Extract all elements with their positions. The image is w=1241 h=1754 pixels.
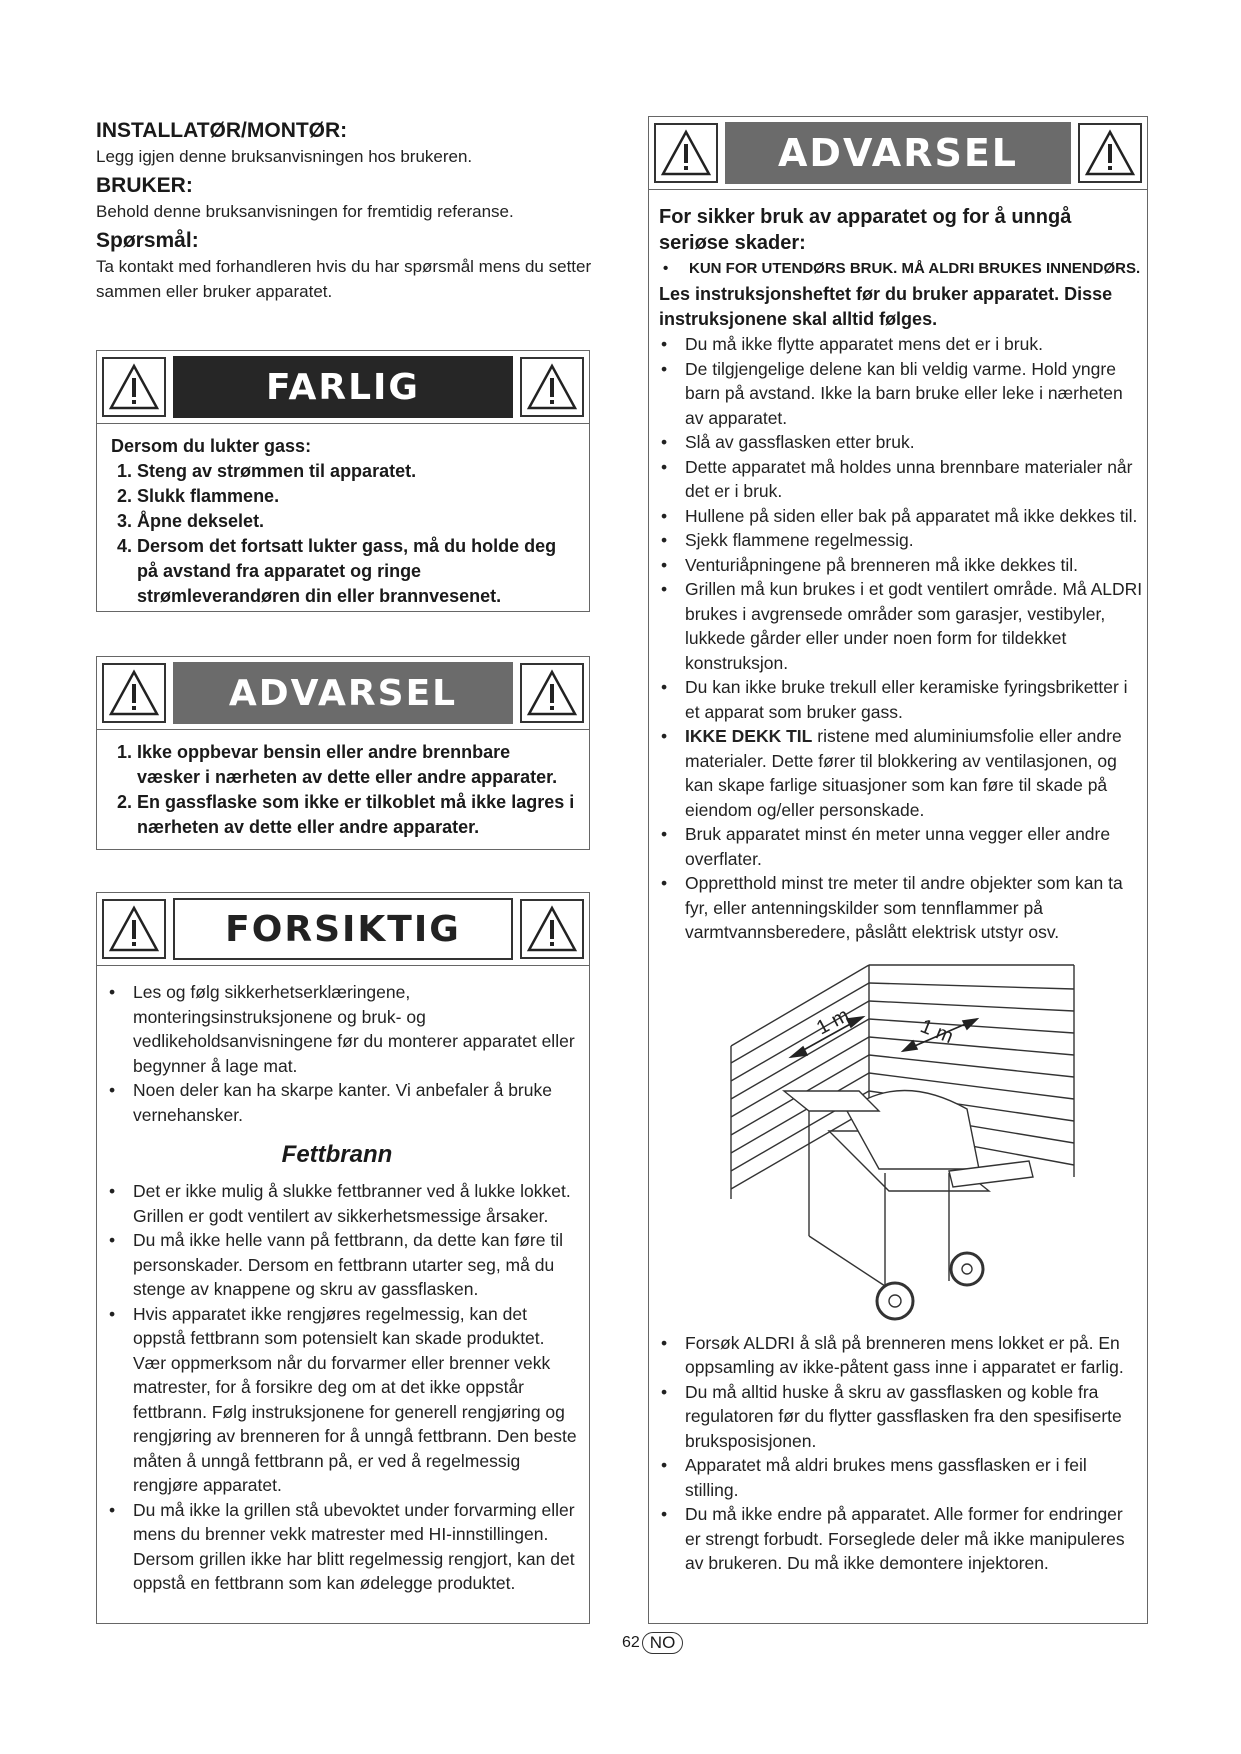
warning-box-left [96, 656, 590, 850]
list-item: • Sjekk flammene regelmessig. [649, 528, 1143, 553]
caution-banner [97, 893, 589, 966]
warning-list-left [111, 740, 575, 840]
foil-bold: IKKE DEKK TIL [685, 726, 813, 746]
warning-banner-left [97, 657, 589, 730]
safety-heading: For sikker bruk av apparatet og for å unngå seriøse skader: [659, 206, 1072, 254]
list-item: 3. Åpne dekselet. [117, 511, 265, 531]
list-item: • Det er ikke mulig å slukke fettbranner ved å lukke lokket. Grillen er godt ventilert av sikkerhetsmessige årsaker. [97, 1179, 577, 1228]
danger-title: FARLIG [173, 356, 513, 418]
warning-triangle-icon [660, 129, 712, 177]
danger-list [111, 459, 575, 609]
questions-heading: Spørsmål: [96, 229, 199, 252]
outdoor-note-text: KUN FOR UTENDØRS BRUK. MÅ ALDRI BRUKES INNENDØRS. [689, 260, 1141, 277]
list-item: • Noen deler kan ha skarpe kanter. Vi anbefaler å bruke vernehansker. [97, 1078, 577, 1127]
list-item: • Du kan ikke bruke trekull eller keramiske fyringsbriketter i et apparat som bruker gass. [649, 675, 1143, 724]
danger-lead: Dersom du lukter gass: [111, 436, 312, 456]
warning-list-right [649, 332, 1147, 945]
warning-box-right [648, 116, 1148, 1624]
outdoor-note: • KUN FOR UTENDØRS BRUK. MÅ ALDRI BRUKES INNENDØRS. [663, 260, 1141, 277]
list-item: 4. Dersom det fortsatt lukter gass, må du holde deg på avstand fra apparatet og ringe strømleverandøren din eller brannvesenet. [117, 536, 557, 606]
list-item: • Oppretthold minst tre meter til andre objekter som kan ta fyr, eller antenningskilder som tennflammer på varmtvannsberedere, påslått elektrisk utstyr osv. [649, 871, 1143, 945]
list-item: • De tilgjengelige delene kan bli veldig varme. Hold yngre barn på avstand. Ikke la barn bruke eller leke i nærheten av apparatet. [649, 357, 1143, 431]
warning-title-right: ADVARSEL [725, 122, 1071, 184]
questions-text: Ta kontakt med forhandleren hvis du har spørsmål mens du setter sammen eller bruker apparatet. [96, 257, 592, 301]
caution-list [97, 980, 577, 1127]
clearance-diagram [649, 951, 1147, 1331]
intro-section [96, 118, 596, 308]
grill-clearance-illustration [649, 951, 1149, 1331]
grease-fire-list [97, 1179, 577, 1596]
list-item: • Du må ikke endre på apparatet. Alle former for endringer er strengt forbudt. Forseglede deler må ikke manipuleres av brukeren. Du må ikke demontere injektoren. [649, 1502, 1143, 1576]
list-item: • Du må ikke helle vann på fettbrann, da dette kan føre til personskader. Dersom en fettbrann utarter seg, må du stenge av knappene og skru av gassflasken. [97, 1228, 577, 1302]
list-item: • Du må alltid huske å skru av gassflasken og koble fra regulatoren før du flytter gassflasken fra den spesifiserte bruksposisjonen. [649, 1380, 1143, 1454]
caution-box [96, 892, 590, 1624]
list-item: • Slå av gassflasken etter bruk. [649, 430, 1143, 455]
list-item: • Bruk apparatet minst én meter unna vegger eller andre overflater. [649, 822, 1143, 871]
warning-title-left: ADVARSEL [173, 662, 513, 724]
page-number: 62 [622, 1634, 640, 1651]
clearance-label-right: 1 m [917, 1014, 957, 1048]
list-item: • Apparatet må aldri brukes mens gassflasken er i feil stilling. [649, 1453, 1143, 1502]
warning-triangle-icon [526, 905, 578, 953]
list-item: • Dette apparatet må holdes unna brennbare materialer når det er i bruk. [649, 455, 1143, 504]
warning-triangle-icon [108, 669, 160, 717]
list-item: • Forsøk ALDRI å slå på brenneren mens lokket er på. En oppsamling av ikke-påtent gass inne i apparatet er farlig. [649, 1331, 1143, 1380]
list-item: 2. Slukk flammene. [117, 486, 280, 506]
warning-banner-right [649, 117, 1147, 190]
warning-triangle-icon [1084, 129, 1136, 177]
grease-fire-heading: Fettbrann [281, 1141, 393, 1168]
warning-triangle-icon [526, 363, 578, 411]
installer-heading: INSTALLATØR/MONTØR: [96, 119, 348, 142]
clearance-label-left: 1 m [813, 1003, 853, 1039]
installer-text: Legg igjen denne bruksanvisningen hos brukeren. [96, 147, 473, 166]
list-item: 1. Ikke oppbevar bensin eller andre brennbare væsker i nærheten av dette eller andre apparater. [117, 742, 558, 787]
user-text: Behold denne bruksanvisningen for fremtidig referanse. [96, 202, 514, 221]
list-item: • Du må ikke flytte apparatet mens det er i bruk. [649, 332, 1143, 357]
language-badge: NO [642, 1632, 684, 1654]
list-item: 1. Steng av strømmen til apparatet. [117, 461, 417, 481]
warning-triangle-icon [108, 905, 160, 953]
page-footer [622, 1632, 683, 1654]
danger-box [96, 350, 590, 612]
user-heading: BRUKER: [96, 174, 193, 197]
danger-banner [97, 351, 589, 424]
list-item: • Grillen må kun brukes i et godt ventilert område. Må ALDRI brukes i avgrensede områder som garasjer, vestibyler, lukkede gårder eller under noen form for tildekket konstruksjon. [649, 577, 1143, 675]
read-note: Les instruksjonsheftet før du bruker apparatet. Disse instruksjonene skal alltid følges. [659, 284, 1113, 329]
list-item: • Du må ikke la grillen stå ubevoktet under forvarming eller mens du brenner vekk matrester med HI-innstillingen. Dersom grillen ikke har blitt regelmessig rengjort, kan det oppstå en fettbrann som kan ødelegge produktet. [97, 1498, 577, 1596]
warning-triangle-icon [108, 363, 160, 411]
list-item: • Les og følg sikkerhetserklæringene, monteringsinstruksjonene og bruk- og vedlikeholdsanvisningene før du monterer apparatet eller begynner å lage mat. [97, 980, 577, 1078]
warning-list-right-bottom [649, 1331, 1147, 1576]
list-item: • Venturiåpningene på brenneren må ikke dekkes til. [649, 553, 1143, 578]
list-item [649, 724, 1143, 822]
foil-rest: ristene med aluminiumsfolie eller andre materialer. Dette fører til blokkering av ventilasjonen, og kan skape farlige situasjoner som kan føre til skade på eiendom og/eller personskade. [685, 726, 1122, 820]
caution-title: FORSIKTIG [173, 898, 513, 960]
warning-triangle-icon [526, 669, 578, 717]
list-item: • Hvis apparatet ikke rengjøres regelmessig, kan det oppstå fettbrann som potensielt kan skade produktet. Vær oppmerksom når du forvarmer eller brenner vekk matrester, for å forsikre deg om at det ikke oppstår fettbrann. Følg instruksjonene for generell rengjøring og rengjøring av brenneren for å unngå fettbrann. Den beste måten å unngå fettbrann på, er ved å regelmessig rengjøre apparatet. [97, 1302, 577, 1498]
list-item: 2. En gassflaske som ikke er tilkoblet må ikke lagres i nærheten av dette eller andre apparater. [117, 792, 575, 837]
list-item: • Hullene på siden eller bak på apparatet må ikke dekkes til. [649, 504, 1143, 529]
